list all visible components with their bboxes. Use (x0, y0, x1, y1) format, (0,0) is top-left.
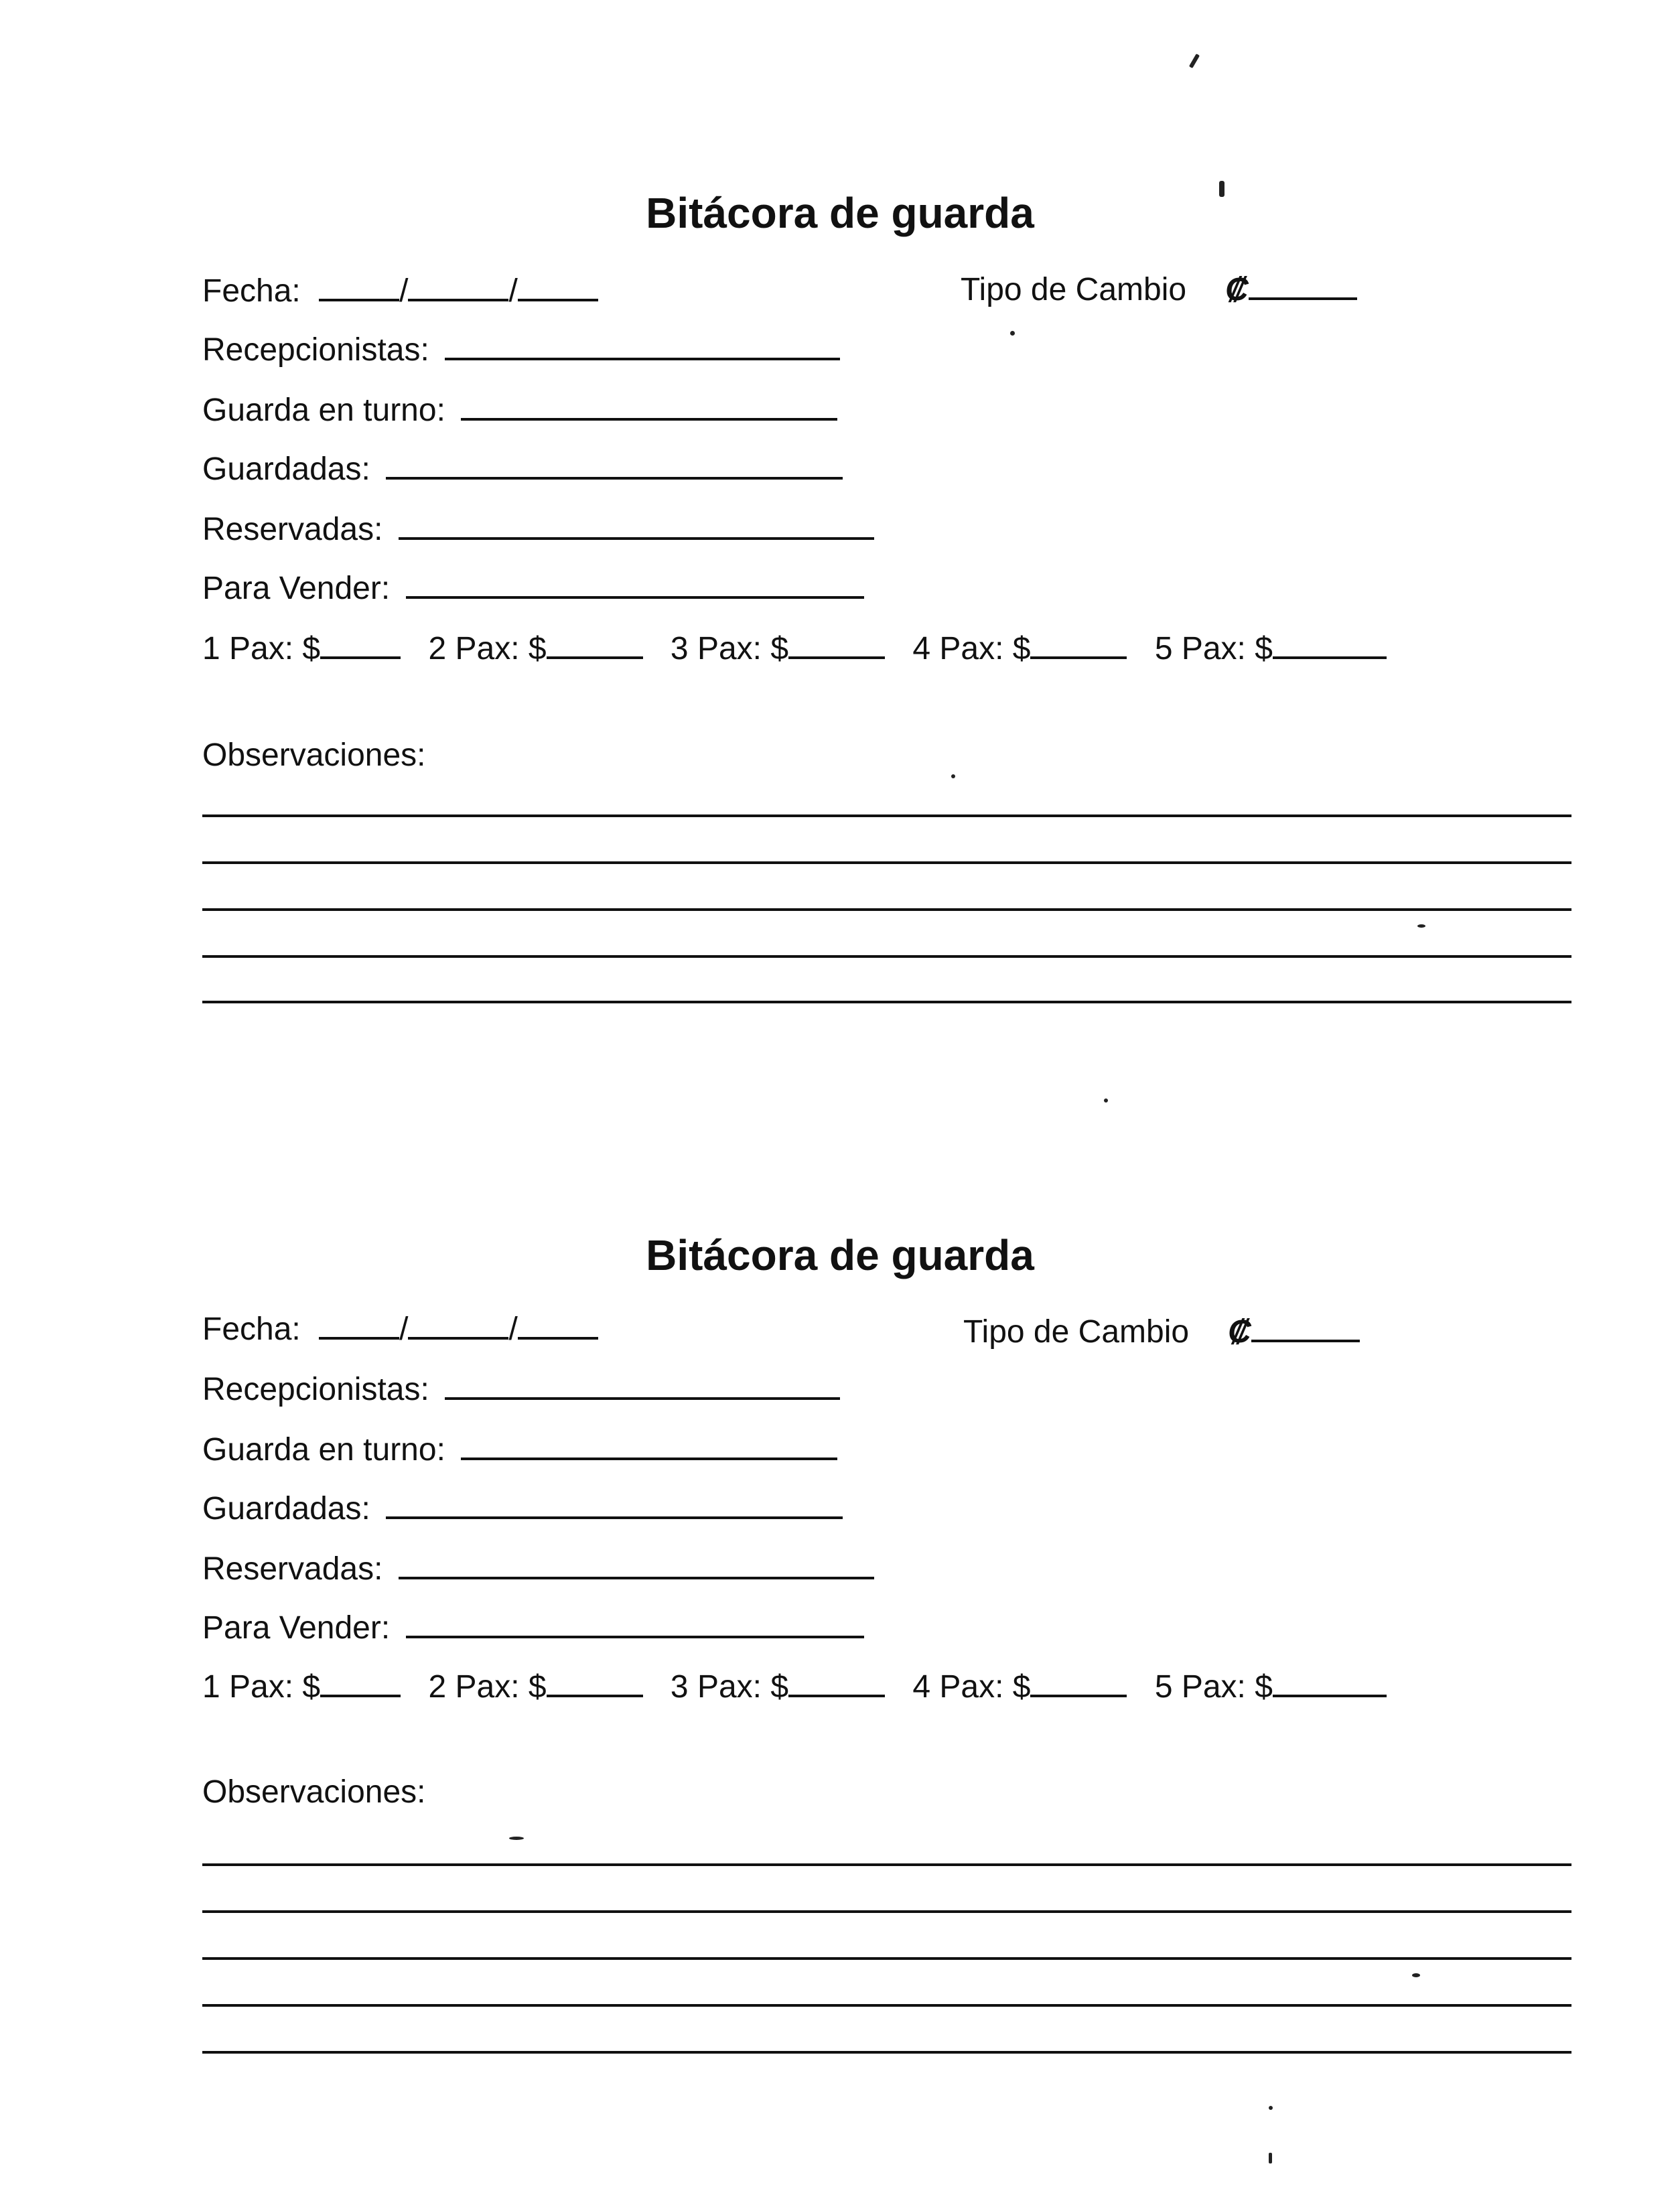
guarda-turno-row (202, 391, 837, 429)
observaciones-line[interactable] (202, 2051, 1571, 2054)
field-label: Recepcionistas: (202, 1372, 429, 1407)
log-form-2 (0, 1042, 1680, 2114)
fecha-row (202, 1310, 598, 1348)
guarda-turno-row (202, 1431, 837, 1468)
pax-5 (1155, 630, 1387, 668)
tipo-cambio-row (963, 1313, 1360, 1351)
para-vender-row (202, 569, 864, 607)
pax-3-field[interactable] (788, 1668, 885, 1697)
fecha-separator: / (399, 273, 409, 309)
fecha-label: Fecha: (202, 1311, 301, 1347)
tipo-cambio-label: Tipo de Cambio (963, 1314, 1190, 1350)
scan-speck (509, 1837, 524, 1840)
pax-row (202, 630, 1405, 667)
tipo-cambio-field[interactable] (1251, 1313, 1360, 1342)
recepcionistas-row (202, 1370, 840, 1408)
observaciones-line[interactable] (202, 1001, 1571, 1003)
pax-4-field[interactable] (1030, 630, 1127, 659)
field-label: Guarda en turno: (202, 1432, 445, 1468)
observaciones-line[interactable] (202, 2004, 1571, 2007)
pax-2 (428, 1668, 642, 1706)
observaciones-line[interactable] (202, 955, 1571, 958)
pax-label: 4 Pax: $ (912, 1669, 1031, 1705)
fecha-month-field[interactable] (408, 1310, 508, 1340)
scan-speck (951, 774, 955, 778)
pax-2 (428, 630, 642, 668)
fecha-year-field[interactable] (518, 1310, 598, 1340)
pax-5-field[interactable] (1273, 1668, 1387, 1697)
pax-3 (671, 630, 885, 668)
pax-label: 1 Pax: $ (202, 631, 321, 666)
guardadas-field[interactable] (386, 450, 843, 480)
pax-3-field[interactable] (788, 630, 885, 659)
scan-speck (1104, 1098, 1108, 1102)
guarda-turno-field[interactable] (461, 1431, 837, 1460)
pax-4 (912, 630, 1127, 668)
fecha-year-field[interactable] (518, 272, 598, 301)
observaciones-line[interactable] (202, 1910, 1571, 1913)
field-label: Guardadas: (202, 451, 370, 487)
para-vender-field[interactable] (406, 569, 864, 599)
para-vender-row (202, 1609, 864, 1646)
form-title: Bitácora de guarda (646, 1231, 1034, 1279)
field-label: Guarda en turno: (202, 393, 445, 428)
recepcionistas-field[interactable] (445, 1370, 840, 1400)
field-label: Para Vender: (202, 571, 391, 606)
pax-1 (202, 630, 401, 668)
tipo-cambio-field[interactable] (1249, 271, 1357, 300)
observaciones-line[interactable] (202, 1957, 1571, 1960)
observaciones-line[interactable] (202, 861, 1571, 864)
pax-label: 4 Pax: $ (912, 631, 1031, 666)
pax-label: 3 Pax: $ (670, 1669, 789, 1705)
reservadas-field[interactable] (399, 1550, 874, 1579)
scan-speck (1412, 1973, 1420, 1977)
log-form-1 (0, 0, 1680, 1072)
colon-currency-icon: ₡ (1228, 1314, 1251, 1350)
scan-speck (1417, 924, 1425, 928)
form-title: Bitácora de guarda (646, 189, 1034, 237)
pax-1 (202, 1668, 401, 1706)
fecha-day-field[interactable] (319, 272, 399, 301)
pax-2-field[interactable] (547, 1668, 643, 1697)
guardadas-row (202, 1490, 843, 1527)
observaciones-label: Observaciones: (202, 737, 426, 773)
observaciones-line[interactable] (202, 908, 1571, 911)
scan-speck (1219, 181, 1224, 197)
fecha-day-field[interactable] (319, 1310, 399, 1340)
pax-1-field[interactable] (320, 630, 401, 659)
pax-2-field[interactable] (547, 630, 643, 659)
reservadas-field[interactable] (399, 510, 874, 540)
recepcionistas-field[interactable] (445, 331, 840, 360)
pax-label: 1 Pax: $ (202, 1669, 321, 1705)
field-label: Para Vender: (202, 1610, 391, 1646)
observaciones-line[interactable] (202, 1863, 1571, 1866)
scan-speck (1269, 2153, 1272, 2163)
tipo-cambio-label: Tipo de Cambio (961, 272, 1187, 307)
field-label: Reservadas: (202, 1551, 383, 1587)
pax-label: 5 Pax: $ (1154, 1669, 1273, 1705)
pax-4-field[interactable] (1030, 1668, 1127, 1697)
para-vender-field[interactable] (406, 1609, 864, 1638)
pax-4 (912, 1668, 1127, 1706)
recepcionistas-row (202, 331, 840, 368)
colon-currency-icon: ₡ (1225, 272, 1249, 307)
fecha-separator: / (508, 273, 518, 309)
pax-row (202, 1668, 1405, 1705)
pax-label: 2 Pax: $ (428, 631, 547, 666)
pax-label: 2 Pax: $ (428, 1669, 547, 1705)
field-label: Guardadas: (202, 1491, 370, 1526)
pax-label: 5 Pax: $ (1154, 631, 1273, 666)
fecha-separator: / (399, 1311, 409, 1347)
fecha-separator: / (508, 1311, 518, 1347)
pax-3 (671, 1668, 885, 1706)
guardadas-field[interactable] (386, 1490, 843, 1519)
scan-speck (1269, 2106, 1273, 2110)
reservadas-row (202, 1550, 874, 1587)
pax-5 (1155, 1668, 1387, 1706)
observaciones-label: Observaciones: (202, 1774, 426, 1810)
fecha-row (202, 272, 598, 309)
pax-label: 3 Pax: $ (670, 631, 789, 666)
guardadas-row (202, 450, 843, 488)
fecha-month-field[interactable] (408, 272, 508, 301)
guarda-turno-field[interactable] (461, 391, 837, 421)
reservadas-row (202, 510, 874, 548)
fecha-label: Fecha: (202, 273, 301, 309)
pax-5-field[interactable] (1273, 630, 1387, 659)
pax-1-field[interactable] (320, 1668, 401, 1697)
field-label: Reservadas: (202, 512, 383, 547)
scan-speck (1010, 331, 1015, 336)
observaciones-line[interactable] (202, 814, 1571, 817)
field-label: Recepcionistas: (202, 332, 429, 368)
tipo-cambio-row (961, 271, 1357, 309)
